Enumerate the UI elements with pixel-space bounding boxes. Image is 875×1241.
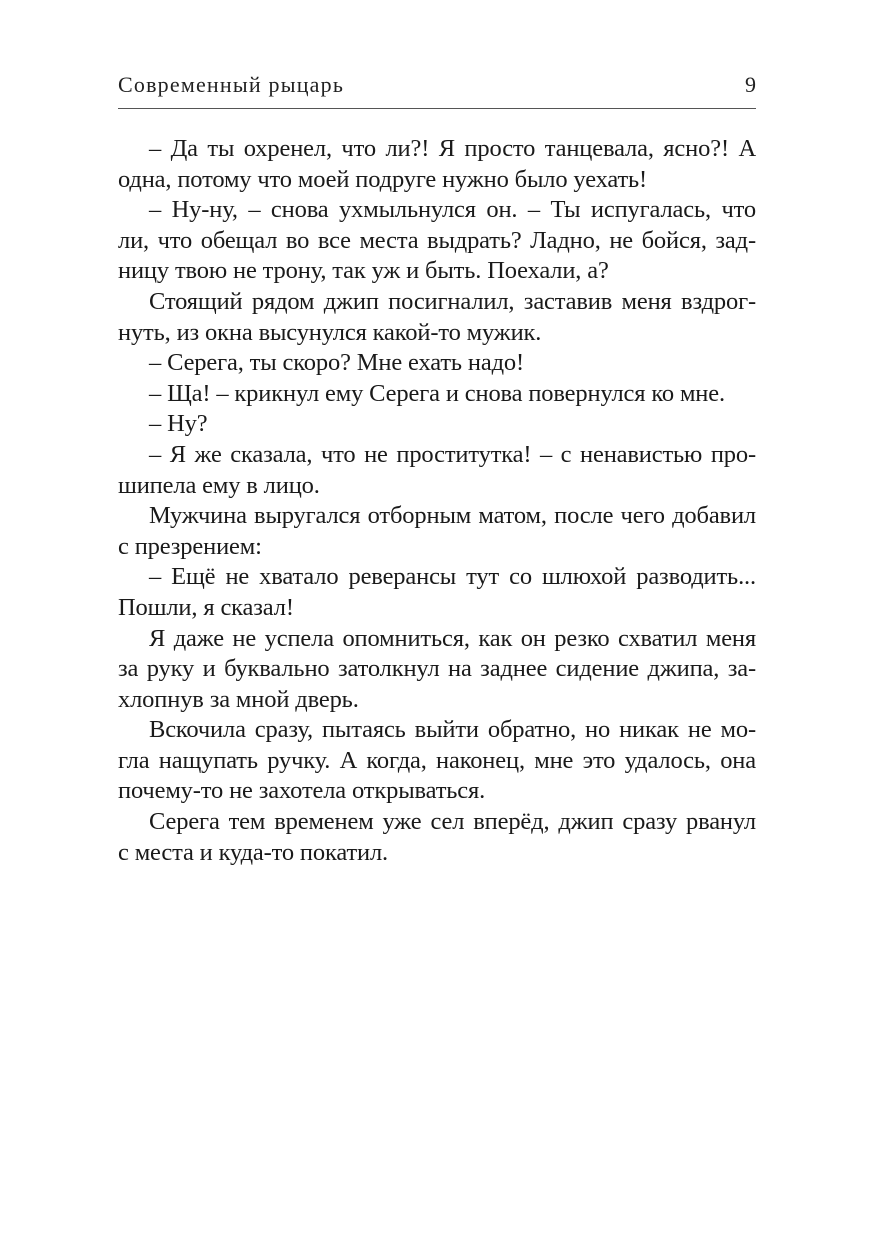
paragraph	[118, 562, 756, 623]
paragraph	[118, 195, 756, 287]
text-line: Серега тем временем уже сел вперёд, джип сразу рванул	[149, 808, 756, 836]
text-line: Стоящий рядом джип посигналил, заставив меня вздрог-	[149, 287, 756, 315]
text-line: – Ещё не хватало реверансы тут со шлюхой разводить...	[149, 563, 756, 591]
book-title: Современный рыцарь	[118, 72, 345, 97]
paragraph	[118, 348, 756, 379]
paragraph	[118, 287, 756, 348]
text-line: нуть, из окна высунулся какой-то мужик.	[118, 318, 542, 346]
paragraph	[118, 624, 756, 716]
text-line: Мужчина выругался отборным матом, после чего добавил	[149, 502, 756, 530]
paragraph	[118, 715, 756, 807]
text-line: Пошли, я сказал!	[118, 593, 294, 621]
text-line: Вскочила сразу, пытаясь выйти обратно, но никак не мо-	[149, 716, 756, 744]
page-number: 9	[745, 72, 756, 97]
text-line: – Ну?	[149, 410, 208, 438]
text-line: хлопнув за мной дверь.	[118, 685, 359, 713]
text-line: с презрением:	[118, 532, 262, 560]
paragraph	[118, 409, 756, 440]
paragraph	[118, 501, 756, 562]
text-line: – Да ты охренел, что ли?! Я просто танцевала, ясно?! А	[149, 135, 756, 162]
text-line: за руку и буквально затолкнул на заднее сидение джипа, за-	[118, 655, 756, 683]
text-line: ли, что обещал во все места выдрать? Ладно, не бойся, зад-	[118, 226, 756, 254]
paragraph	[118, 134, 756, 195]
running-header	[118, 68, 756, 109]
text-line: – Я же сказала, что не проститутка! – с ненавистью про-	[149, 440, 756, 468]
text-body	[118, 134, 756, 868]
text-line: с места и куда-то покатил.	[118, 838, 389, 866]
text-line: ницу твою не трону, так уж и быть. Поехали, а?	[118, 257, 609, 285]
text-line: – Серега, ты скоро? Мне ехать надо!	[149, 349, 524, 377]
paragraph	[118, 807, 756, 868]
paragraph	[118, 379, 756, 410]
text-line: шипела ему в лицо.	[118, 471, 320, 499]
text-line: гла нащупать ручку. А когда, наконец, мне это удалось, она	[118, 746, 756, 774]
text-line: – Ща! – крикнул ему Серега и снова повернулся ко мне.	[149, 379, 725, 407]
text-line: Я даже не успела опомниться, как он резко схватил меня	[149, 624, 756, 652]
text-line: почему-то не захотела открываться.	[118, 777, 486, 805]
text-line: – Ну-ну, – снова ухмыльнулся он. – Ты испугалась, что	[149, 196, 756, 224]
paragraph	[118, 440, 756, 501]
text-line: одна, потому что моей подруге нужно было уехать!	[118, 165, 648, 193]
